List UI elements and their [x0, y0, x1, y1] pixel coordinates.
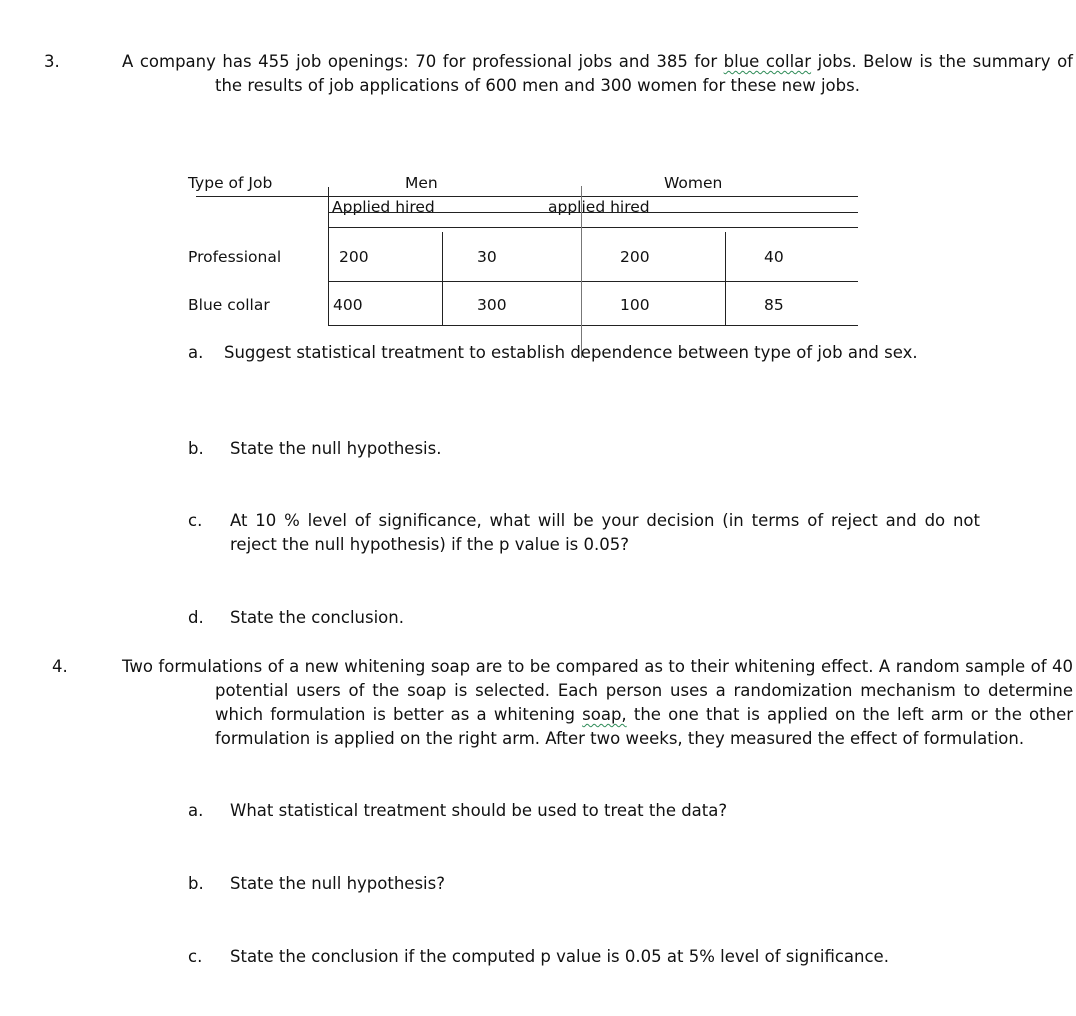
q4-part-b-text: State the null hypothesis?	[230, 874, 445, 893]
q4-intro-after: the one that is applied on the left arm or the other formulation is applied on the right arm. After two weeks, they measured the effect of formulation.	[215, 705, 1074, 748]
table-rule	[328, 325, 858, 326]
q4-intro-wavy: soap,	[582, 705, 627, 724]
row-type: Professional	[188, 248, 282, 266]
cell-men-hired: 300	[477, 296, 507, 314]
q4-intro	[122, 655, 1073, 751]
table-divider	[581, 186, 582, 358]
row-type: Blue collar	[188, 296, 270, 314]
q3-part-d-text: State the conclusion.	[230, 608, 404, 627]
q3-part-c-text: At 10 % level of significance, what will be your decision (in terms of reject and do not reject the null hypothesis) if the p value is 0.05?	[230, 511, 980, 554]
q3-part-a-letter: a.	[188, 343, 204, 362]
q3-part-c-letter: c.	[188, 511, 203, 530]
cell-men-applied: 200	[339, 248, 369, 266]
table-divider	[725, 232, 726, 325]
header-men-sub: Applied hired	[332, 198, 435, 216]
q3-part-d-letter: d.	[188, 608, 204, 627]
table-divider	[442, 232, 443, 325]
table-rule	[328, 212, 858, 213]
q4-part-a-text: What statistical treatment should be used to treat the data?	[230, 801, 728, 820]
q3-part-a-text: Suggest statistical treatment to establish dependence between type of job and sex.	[224, 343, 918, 362]
q4-number: 4.	[52, 657, 68, 676]
table-rule	[196, 196, 858, 197]
q4-part-b-letter: b.	[188, 874, 204, 893]
cell-women-applied: 100	[620, 296, 650, 314]
header-women: Women	[664, 174, 723, 192]
cell-men-hired: 30	[477, 248, 497, 266]
q4-intro-before: Two formulations of a new whitening soap are to be compared as to their whitening effect. A random sample of 40 potential users of the soap is selected. Each person uses a randomization mechanism to determine which formulation is better as a whitening	[122, 657, 1073, 724]
q3-part-b-letter: b.	[188, 439, 204, 458]
q3-intro	[122, 50, 1073, 98]
q3-part-b-text: State the null hypothesis.	[230, 439, 442, 458]
header-type-of-job: Type of Job	[188, 174, 273, 192]
table-divider	[328, 187, 329, 325]
cell-women-hired: 40	[764, 248, 784, 266]
q4-part-c-letter: c.	[188, 947, 203, 966]
q4-part-c-text: State the conclusion if the computed p value is 0.05 at 5% level of significance.	[230, 947, 889, 966]
header-women-sub: applied hired	[548, 198, 650, 216]
cell-women-hired: 85	[764, 296, 784, 314]
q3-intro-wavy: blue collar	[723, 52, 812, 71]
q3-intro-after: jobs. Below is the summary of the results of job applications of 600 men and 300 women for these new jobs.	[215, 52, 1073, 95]
cell-women-applied: 200	[620, 248, 650, 266]
table-rule	[328, 227, 858, 228]
q3-intro-before: A company has 455 job openings: 70 for professional jobs and 385 for	[122, 52, 724, 71]
cell-men-applied: 400	[333, 296, 363, 314]
q3-number: 3.	[44, 52, 60, 71]
header-men: Men	[405, 174, 438, 192]
q4-part-a-letter: a.	[188, 801, 204, 820]
table-rule	[328, 281, 858, 282]
